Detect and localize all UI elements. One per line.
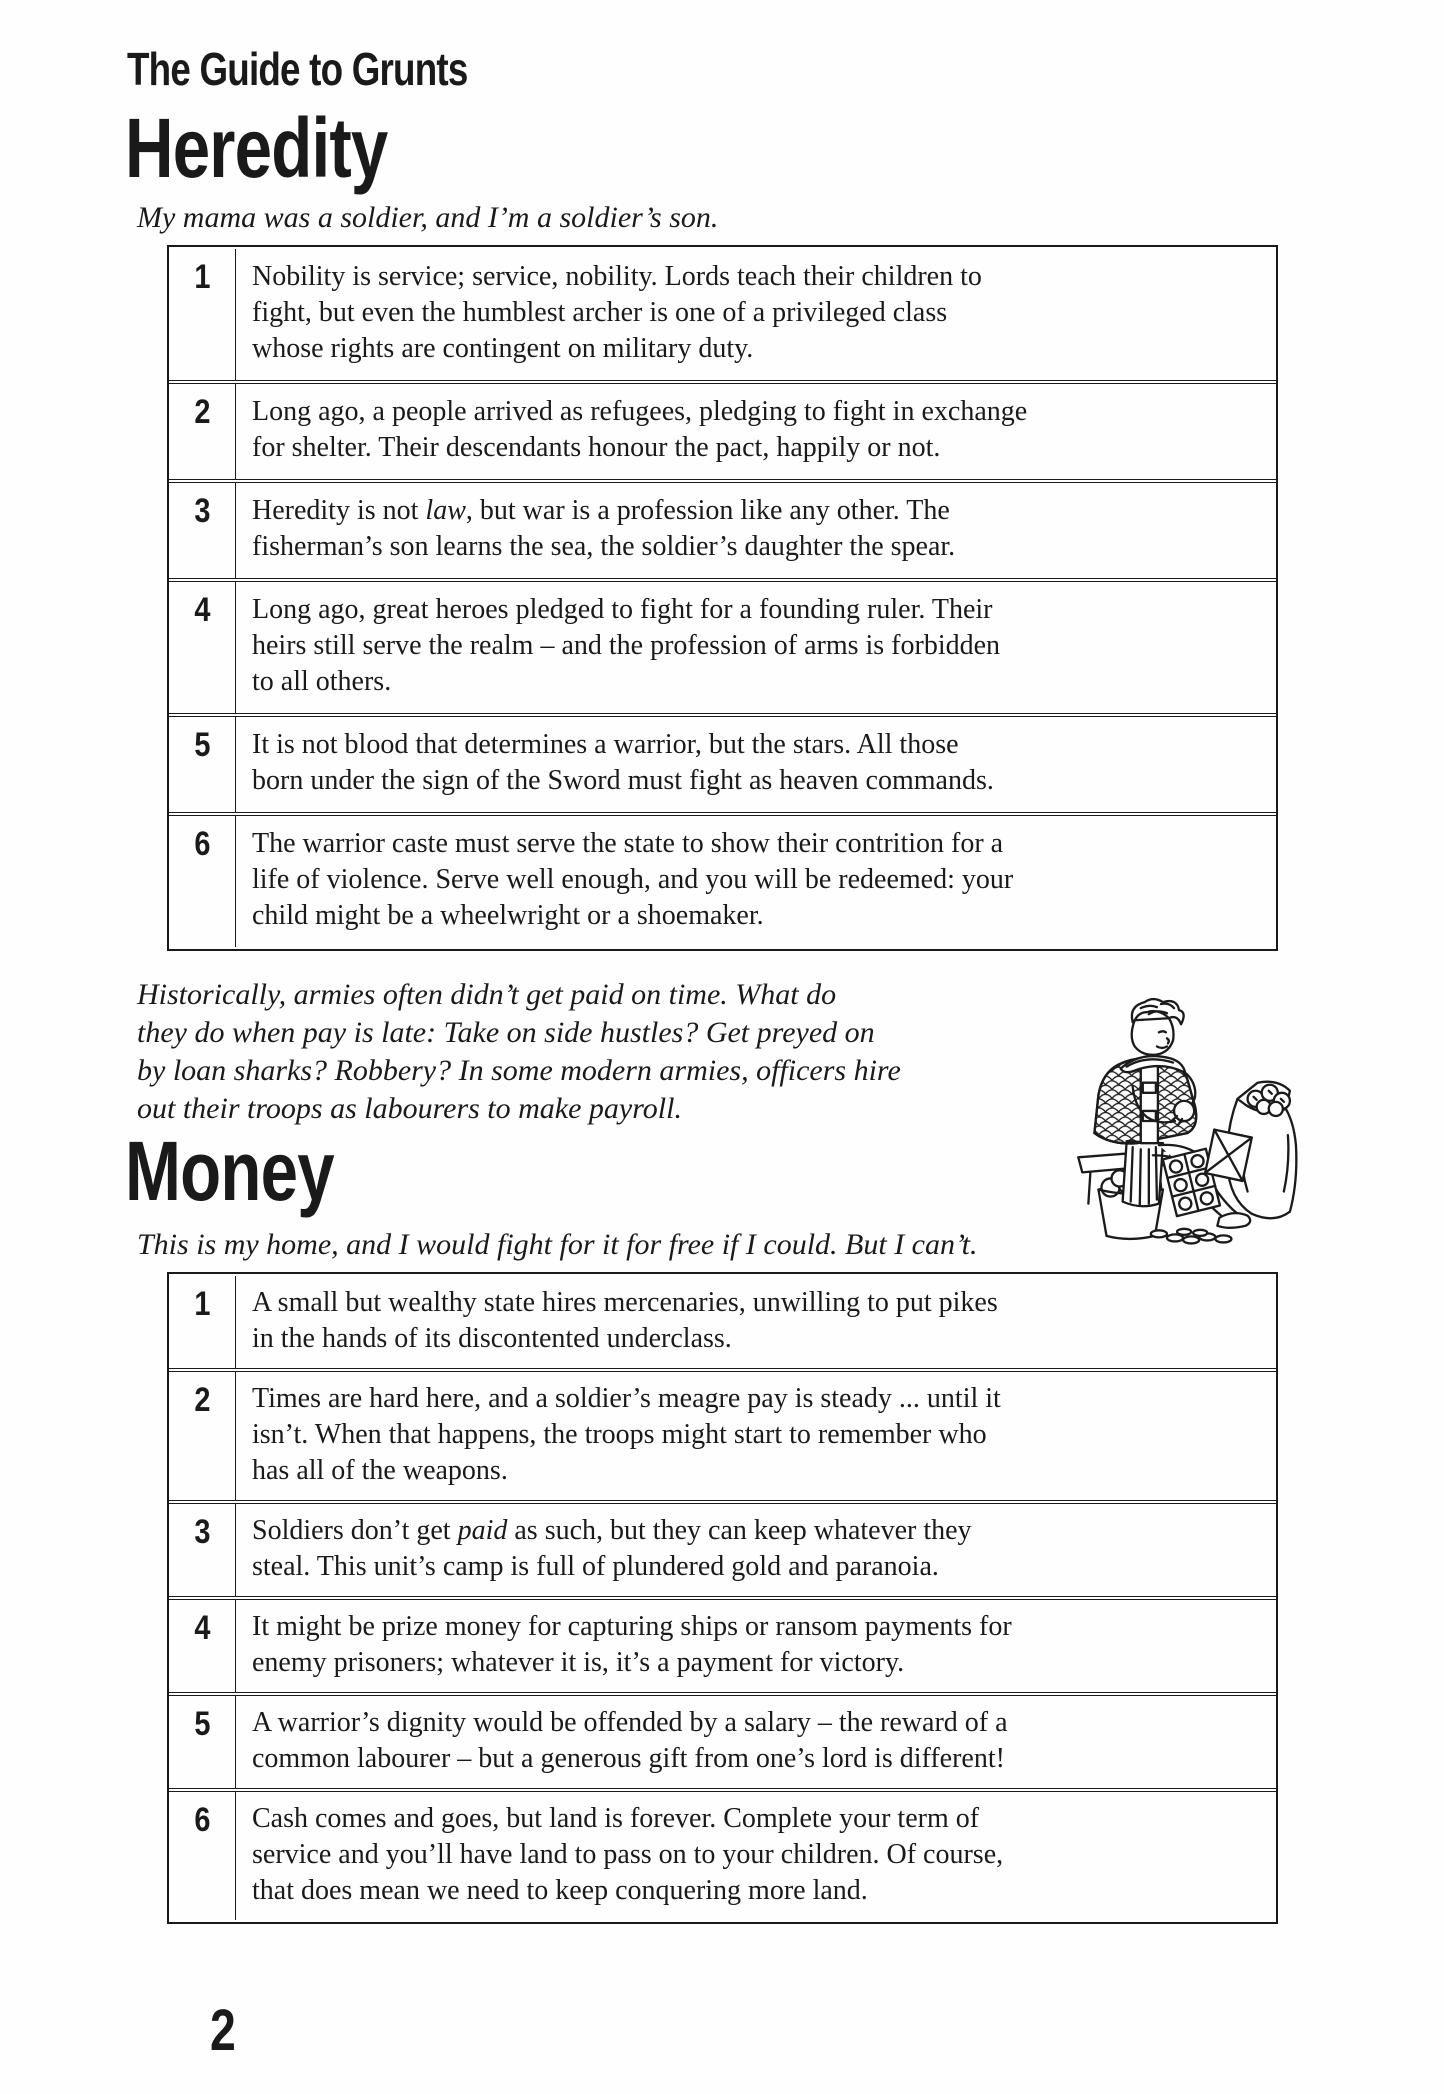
table-row	[169, 581, 1276, 714]
die-result: 4	[169, 1599, 236, 1693]
row-text: Nobility is service; service, nobility. Lords teach their children to fight, but even the humblest archer is one of a privileged class whose rights are contingent on military duty.	[236, 249, 1276, 381]
row-text: It is not blood that determines a warrior, but the stars. All those born under the sign of the Sword must fight as heaven commands.	[236, 716, 1276, 813]
die-result: 5	[169, 716, 236, 813]
page-number: 2	[210, 1998, 236, 2063]
die-result: 5	[169, 1695, 236, 1789]
die-result: 1	[169, 249, 236, 381]
die-result: 3	[169, 1503, 236, 1597]
table-row	[169, 1371, 1276, 1501]
table-row	[169, 716, 1276, 813]
row-text: A warrior’s dignity would be offended by a salary – the reward of a common labourer – but a generous gift from one’s lord is different!	[236, 1695, 1276, 1789]
row-text: Heredity is not law, but war is a profession like any other. The fisherman’s son learns the sea, the soldier’s daughter the spear.	[236, 482, 1276, 579]
row-text: It might be prize money for capturing ships or ransom payments for enemy prisoners; whatever it is, it’s a payment for victory.	[236, 1599, 1276, 1693]
book-page	[0, 43, 1444, 2094]
table-row	[169, 1503, 1276, 1597]
die-result: 1	[169, 1276, 236, 1369]
row-text: Soldiers don’t get paid as such, but they can keep whatever they steal. This unit’s camp is full of plundered gold and paranoia.	[236, 1503, 1276, 1597]
row-text: Times are hard here, and a soldier’s meagre pay is steady ... until it isn’t. When that happens, the troops might start to remember who has all of the weapons.	[236, 1371, 1276, 1501]
die-result: 6	[169, 815, 236, 947]
die-result: 3	[169, 482, 236, 579]
row-text: The warrior caste must serve the state to show their contrition for a life of violence. Serve well enough, and you will be redeemed: your child might be a wheelwright or a shoemaker.	[236, 815, 1276, 947]
die-result: 4	[169, 581, 236, 714]
table-row	[169, 1695, 1276, 1789]
heredity-section-title: Heredity	[125, 101, 388, 195]
row-text: Long ago, great heroes pledged to fight for a founding ruler. Their heirs still serve the realm – and the profession of arms is forbidden to all others.	[236, 581, 1276, 714]
money-tagline: This is my home, and I would fight for it for free if I could. But I can’t.	[137, 1227, 978, 1261]
table-row	[169, 1791, 1276, 1920]
money-section-title: Money	[125, 1123, 334, 1218]
table-row	[169, 815, 1276, 947]
die-result: 2	[169, 383, 236, 480]
table-row	[169, 1599, 1276, 1693]
soldier-counting-loot-illustration	[1040, 994, 1302, 1246]
book-title: The Guide to Grunts	[127, 43, 468, 95]
table-row	[169, 383, 1276, 480]
heredity-tagline: My mama was a soldier, and I’m a soldier’s son.	[137, 200, 719, 234]
row-text: Long ago, a people arrived as refugees, pledging to fight in exchange for shelter. Their descendants honour the pact, happily or not.	[236, 383, 1276, 480]
table-row	[169, 249, 1276, 381]
row-text: A small but wealthy state hires mercenaries, unwilling to put pikes in the hands of its discontented underclass.	[236, 1276, 1276, 1369]
money-d6-table	[167, 1272, 1278, 1924]
heredity-d6-table	[167, 245, 1278, 951]
designer-aside: Historically, armies often didn’t get paid on time. What do they do when pay is late: Take on side hustles? Get preyed on by loan sharks? Robbery? In some modern armies, officers hire out their troops as labourers to make payroll.	[137, 977, 901, 1125]
die-result: 2	[169, 1371, 236, 1501]
table-row	[169, 1276, 1276, 1369]
table-row	[169, 482, 1276, 579]
row-text: Cash comes and goes, but land is forever. Complete your term of service and you’ll have land to pass on to your children. Of course, that does mean we need to keep conquering more land.	[236, 1791, 1276, 1920]
die-result: 6	[169, 1791, 236, 1920]
